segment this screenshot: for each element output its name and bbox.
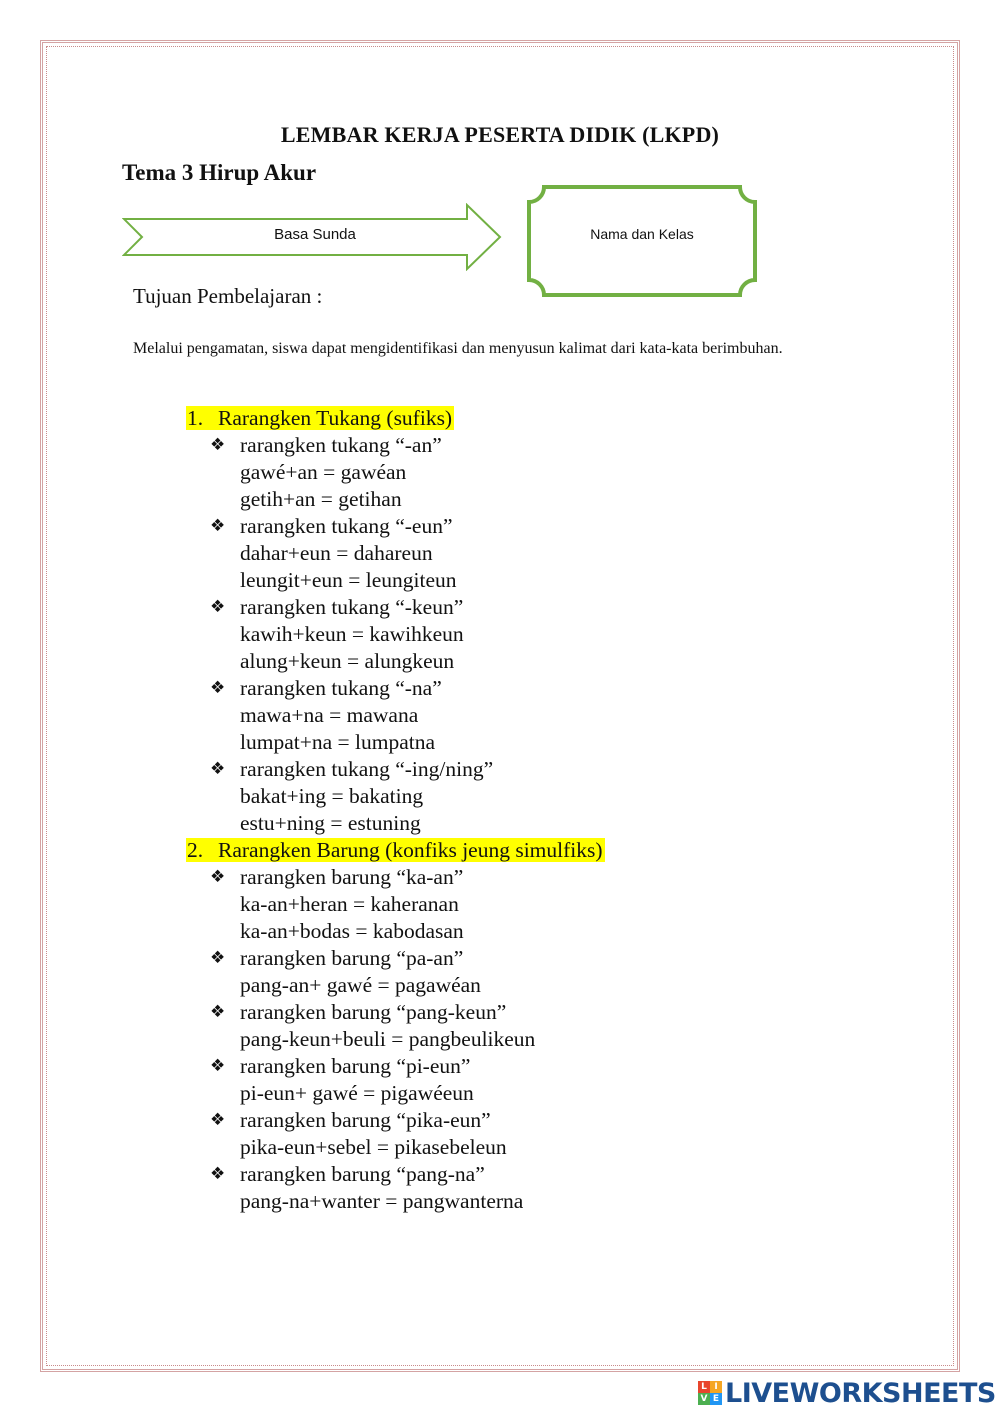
example: pang-na+wanter = pangwanterna (240, 1189, 524, 1213)
list-item: ❖ rarangken barung “ka-an” (210, 865, 464, 889)
logo-text: LIVEWORKSHEETS (725, 1377, 996, 1409)
example: pika-eun+sebel = pikasebeleun (240, 1135, 507, 1159)
diamond-bullet-icon: ❖ (210, 1110, 226, 1130)
section-heading (186, 405, 605, 432)
diamond-bullet-icon: ❖ (210, 1002, 226, 1022)
list-item: ❖ rarangken barung “pang-keun” (210, 1000, 507, 1024)
list-item: ❖ rarangken tukang “-keun” (210, 595, 464, 619)
list-item: ❖ rarangken barung “pi-eun” (210, 1054, 471, 1078)
list-item: ❖ rarangken barung “pang-na” (210, 1162, 485, 1186)
example: lumpat+na = lumpatna (240, 730, 436, 754)
diamond-bullet-icon: ❖ (210, 1164, 226, 1184)
diamond-bullet-icon: ❖ (210, 1056, 226, 1076)
example: pang-keun+beuli = pangbeulikeun (240, 1027, 536, 1051)
highlighted-heading: 2. Rarangken Barung (konfiks jeung simulfiks) (187, 838, 603, 862)
example: kawih+keun = kawihkeun (240, 622, 464, 646)
affix-list (186, 405, 605, 1215)
example: ka-an+bodas = kabodasan (240, 919, 464, 943)
example: ka-an+heran = kaheranan (240, 892, 459, 916)
list-item: ❖ rarangken tukang “-an” (210, 433, 442, 457)
example: pi-eun+ gawé = pigawéeun (240, 1081, 474, 1105)
objective-heading: Tujuan Pembelajaran : (133, 284, 323, 308)
example: alung+keun = alungkeun (240, 649, 455, 673)
diamond-bullet-icon: ❖ (210, 678, 226, 698)
example: estu+ning = estuning (240, 811, 421, 835)
list-item: ❖ rarangken barung “pa-an” (210, 946, 464, 970)
example: leungit+eun = leungiteun (240, 568, 457, 592)
theme-heading: Tema 3 Hirup Akur (122, 160, 317, 185)
diamond-bullet-icon: ❖ (210, 759, 226, 779)
example: gawé+an = gawéan (240, 460, 407, 484)
page-title: LEMBAR KERJA PESERTA DIDIK (LKPD) (280, 122, 720, 147)
diamond-bullet-icon: ❖ (210, 435, 226, 455)
example: getih+an = getihan (240, 487, 402, 511)
list-item: ❖ rarangken barung “pika-eun” (210, 1108, 491, 1132)
highlighted-heading: 1. Rarangken Tukang (sufiks) (187, 406, 453, 430)
section-heading (186, 837, 605, 864)
liveworksheets-logo[interactable] (698, 1376, 996, 1410)
example: dahar+eun = dahareun (240, 541, 433, 565)
subject-label: Basa Sunda (274, 226, 356, 243)
example: pang-an+ gawé = pagawéan (240, 973, 481, 997)
diamond-bullet-icon: ❖ (210, 948, 226, 968)
name-class-label: Nama dan Kelas (590, 226, 694, 242)
list-item: ❖ rarangken tukang “-eun” (210, 514, 453, 538)
objective-text: Melalui pengamatan, siswa dapat mengidentifikasi dan menyusun kalimat dari kata-kata berimbuhan. (133, 340, 783, 357)
example: mawa+na = mawana (240, 703, 419, 727)
diamond-bullet-icon: ❖ (210, 597, 226, 617)
diamond-bullet-icon: ❖ (210, 516, 226, 536)
logo-mark-icon: L I V E (698, 1381, 722, 1405)
list-item: ❖ rarangken tukang “-na” (210, 676, 442, 700)
list-item: ❖ rarangken tukang “-ing/ning” (210, 757, 494, 781)
example: bakat+ing = bakating (240, 784, 424, 808)
diamond-bullet-icon: ❖ (210, 867, 226, 887)
